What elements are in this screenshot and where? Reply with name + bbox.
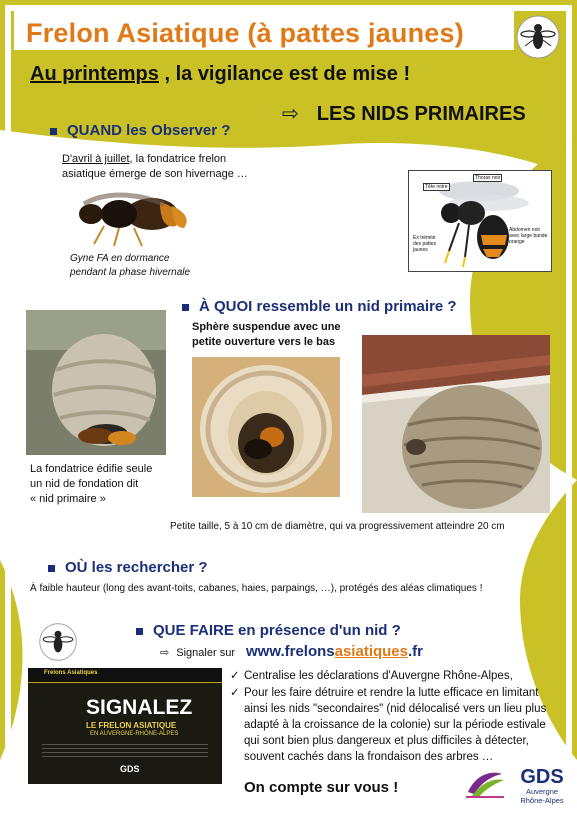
bullet-2-line: adapté à la croissance de la colonie) sur la période estivale [244, 719, 546, 731]
hornet-logo-small [38, 622, 78, 662]
ou-text: À faible hauteur (long des avant-toits, cabanes, haies, parpaings, …), protégés des aléas climatiques ! [30, 583, 483, 594]
section-que-faire-heading [136, 622, 401, 639]
dormant-gyne-photo [64, 184, 206, 250]
que-faire-bullet-2 [230, 685, 560, 765]
screenshot-text-block [42, 744, 208, 758]
heading-quand-rest: les Observer ? [122, 122, 231, 139]
checkmark-icon: ✓ [230, 670, 240, 682]
nest-photo-left [26, 310, 166, 455]
subtitle [30, 63, 410, 86]
nest-photo-right [362, 335, 550, 513]
heading-que-faire-rest: en présence d'un nid ? [233, 622, 401, 639]
quoi-left-caption [30, 462, 152, 507]
heading-ou-bold: OÙ [65, 559, 88, 576]
diagram-label-tete: Tête noire [425, 184, 448, 190]
heading-quoi-bold: À QUOI [199, 298, 253, 315]
closing-text: On compte sur vous ! [244, 779, 399, 796]
gds-logo-text: GDS [520, 766, 564, 788]
screenshot-headline-3: EN AUVERGNE-RHÔNE-ALPES [90, 731, 179, 737]
website-part-1: www.frelons [246, 643, 335, 660]
gyne-caption-line-1: Gyne FA en dormance [70, 253, 170, 264]
bullet-1-text: Centralise les déclarations d'Auvergne Rhône-Alpes, [244, 670, 513, 682]
quand-text [62, 152, 302, 182]
website-part-2: asiatiques [334, 643, 408, 660]
website-screenshot [28, 668, 222, 784]
bullet-2-line: qui sont bien plus dangereux et plus difficiles à détecter, [244, 735, 529, 747]
quand-text-rest: , la fondatrice frelon [129, 153, 227, 165]
left-caption-line-2: un nid de fondation dit [30, 478, 139, 490]
gyne-caption [70, 252, 190, 280]
heading-quand-bold: QUAND [67, 122, 122, 139]
screenshot-headline-2: LE FRELON ASIATIQUE [86, 721, 177, 730]
hornet-logo-icon [515, 14, 561, 60]
partner-logo [462, 766, 508, 802]
nest-photo-center [192, 357, 340, 497]
gds-sub-1: Auvergne [525, 787, 559, 796]
quoi-text-line-2: petite ouverture vers le bas [192, 336, 336, 348]
heading-ou-rest: les rechercher ? [87, 559, 208, 576]
bullet-square-icon [182, 304, 189, 311]
que-faire-bullet-1 [230, 668, 513, 684]
nids-primaires-heading [282, 101, 526, 126]
hornet-logo-icon [38, 622, 78, 662]
bullet-2-line: ainsi les nids "secondaires" (nid délocalisé vers un lieu plus [244, 703, 547, 715]
quoi-text [192, 320, 341, 350]
left-caption-line-3: « nid primaire » [30, 493, 106, 505]
arrow-right-icon: ⇨ [160, 647, 170, 659]
quand-text-line-2: asiatique émerge de son hivernage … [62, 168, 248, 180]
size-text: Petite taille, 5 à 10 cm de diamètre, qui va progressivement atteindre 20 cm [170, 521, 505, 532]
hornet-anatomy-diagram [408, 170, 552, 272]
bullet-square-icon [50, 128, 57, 135]
checkmark-icon: ✓ [230, 687, 240, 699]
website-link[interactable] [246, 643, 423, 660]
signaler-row [160, 646, 235, 659]
partner-swoosh-icon [462, 766, 508, 802]
subtitle-underlined: Au printemps [30, 63, 159, 85]
quoi-text-line-1: Sphère suspendue avec une [192, 321, 341, 333]
gyne-caption-line-2: pendant la phase hivernale [70, 267, 191, 278]
gds-logo [514, 767, 570, 809]
screenshot-site-title: Frelons Asiatiques [44, 670, 98, 676]
diagram-label-thorax: Thorax noir [475, 175, 501, 181]
section-quoi-heading [182, 298, 457, 315]
diagram-label-pattes: Ex trémité des pattes jaunes [413, 235, 437, 253]
diagram-label-abdomen: Abdomen noir avec large bande orange [509, 227, 548, 245]
heading-quoi-rest: ressemble un nid primaire ? [252, 298, 457, 315]
screenshot-headline-1: SIGNALEZ [86, 696, 193, 719]
nids-label: LES NIDS PRIMAIRES [316, 103, 526, 125]
section-quand-heading [50, 122, 230, 139]
bullet-2-line: Pour les faire détruire et rendre la lutte efficace en limitant [244, 687, 539, 699]
bullet-square-icon [136, 628, 143, 635]
heading-que-faire-bold: QUE FAIRE [153, 622, 234, 639]
bullet-square-icon [48, 565, 55, 572]
bullet-2-line: souvent cachés dans la frondaison des arbres … [244, 751, 494, 763]
section-ou-heading [48, 559, 208, 576]
screenshot-logo: GDS [120, 764, 140, 774]
arrow-right-icon: ⇨ [282, 103, 299, 125]
left-caption-line-1: La fondatrice édifie seule [30, 463, 153, 475]
website-part-3: .fr [408, 643, 423, 660]
page-title: Frelon Asiatique (à pattes jaunes) [26, 18, 464, 48]
signaler-label: Signaler sur [176, 647, 235, 659]
hornet-logo-top [515, 14, 561, 60]
subtitle-rest: , la vigilance est de mise ! [158, 63, 411, 85]
gds-sub-2: Rhône-Alpes [520, 796, 564, 805]
quand-text-underlined: D'avril à juillet [62, 153, 130, 165]
